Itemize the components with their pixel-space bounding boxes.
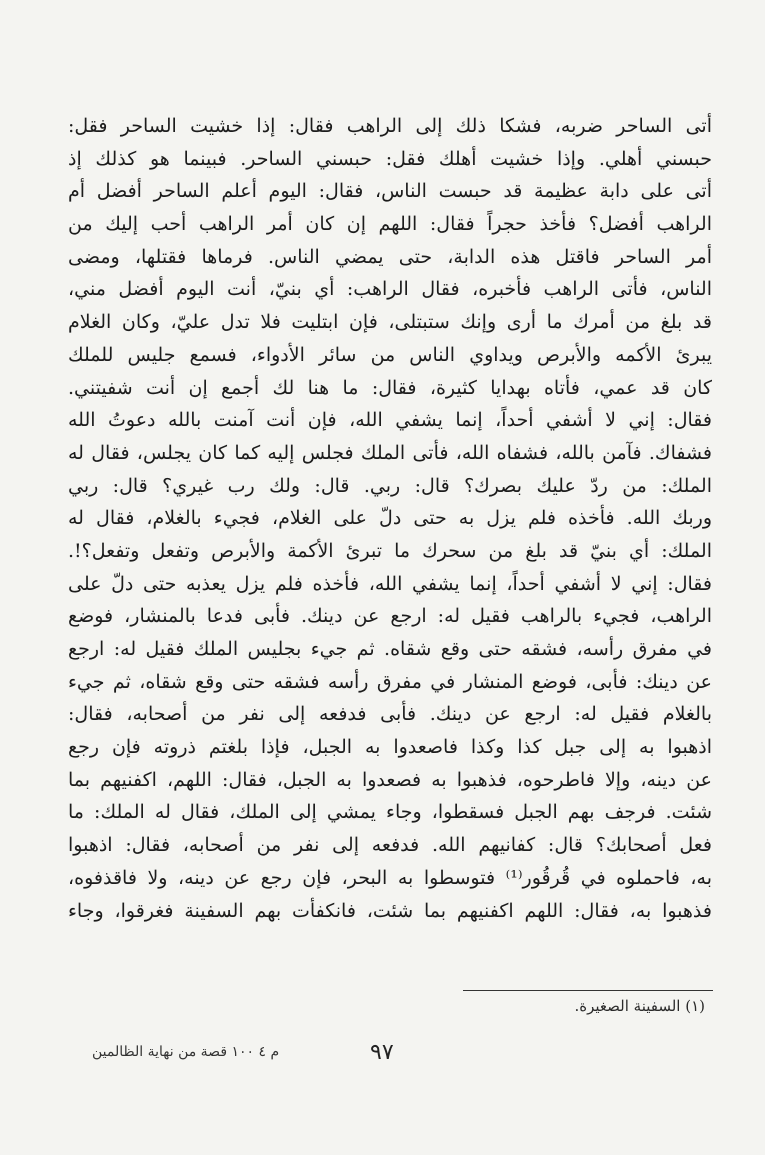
text-line: عن دينك: فأبى، فوضع المنشار في مفرق رأسه فشقه حتى وقع شقاه، ثم جيء [68,670,712,693]
text-line: قد بلغ من أمرك ما أرى وإنك ستبتلى، فإن ابتليت فلا تدل عليّ، وكان الغلام [68,311,712,334]
text-line: فذهبوا به، فقال: اللهم اكفنيهم بما شئت، فانكفأت بهم السفينة فغرقوا، وجاء [68,899,712,922]
page-number: ٩٧ [370,1040,394,1065]
text-line: أتى على دابة عظيمة قد حبست الناس، فقال: اليوم أعلم الساحر أفضل أم [68,180,712,203]
footnote-divider [463,990,713,991]
text-line: شئت. فرجف بهم الجبل فسقطوا، وجاء يمشي إلى الملك، فقال له الملك: ما [68,801,712,824]
text-line: اذهبوا به إلى جبل كذا وكذا فاصعدوا به الجبل، فإذا بلغتم ذروته فإن رجع [68,736,712,759]
text-line: بالغلام فقيل له: ارجع عن دينك. فأبى فدفعه إلى نفر من أصحابه، فقال: [68,703,712,726]
running-footer: م ٤ ١٠٠ قصة من نهاية الظالمين [92,1044,280,1060]
text-line: به، فاحملوه في قُرقُور⁽¹⁾ فتوسطوا به البحر، فإن رجع عن دينه، ولا فاقذفوه، [68,866,712,889]
text-line: أمر الساحر فاقتل هذه الدابة، حتى يمضي الناس. فرماها فقتلها، ومضى [68,245,712,268]
text-line: الملك: أي بنيّ قد بلغ من سحرك ما تبرئ الأكمة والأبرص وتفعل وتفعل؟!. [68,539,712,562]
text-line: فعل أصحابك؟ قال: كفانيهم الله. فدفعه إلى نفر من أصحابه، فقال: اذهبوا [68,834,712,857]
text-line: الراهب أفضل؟ فأخذ حجراً فقال: اللهم إن كان أمر الراهب أحب إليك من [68,213,712,236]
text-line: الملك: من ردّ عليك بصرك؟ قال: ربي. قال: ولك رب غيري؟ قال: ربي [68,474,712,497]
text-line: يبرئ الأكمه والأبرص ويداوي الناس من سائر الأدواء، فسمع جليس للملك [68,343,712,366]
text-line: فقال: إني لا أشفي أحداً، إنما يشفي الله، فأخذه فلم يزل يعذبه حتى دلّ على [68,572,712,595]
text-line: فشفاك. فآمن بالله، فشفاه الله، فأتى الملك فجلس إليه كما كان يجلس، فقال له [68,441,712,464]
text-line: أتى الساحر ضربه، فشكا ذلك إلى الراهب فقال: إذا خشيت الساحر فقل: [68,115,712,137]
text-line: الراهب، فجيء بالراهب فقيل له: ارجع عن دينك. فأبى فدعا بالمنشار، فوضع [68,605,712,628]
text-line: فقال: إني لا أشفي أحداً، إنما يشفي الله، فإن أنت آمنت بالله دعوتُ الله [68,409,712,432]
text-line: كان قد عمي، فأتاه بهدايا كثيرة، فقال: ما هنا لك أجمع إن أنت شفيتني. [68,376,712,399]
footnote: (١) السفينة الصغيرة. [574,997,705,1015]
text-line: الناس، فأتى الراهب فأخبره، فقال الراهب: أي بنيّ، أنت اليوم أفضل مني، [68,278,712,301]
text-line: في مفرق رأسه، فشقه حتى وقع شقاه. ثم جيء بجليس الملك فقيل له: ارجع [68,638,712,660]
text-line: وربك الله. فأخذه فلم يزل به حتى دلّ على الغلام، فجيء بالغلام، فقال له [68,507,712,530]
text-line: عن دينه، وإلا فاطرحوه، فذهبوا به فصعدوا به الجبل، فقال: اللهم، اكفنيهم بما [68,768,712,791]
text-line: حبسني أهلي. وإذا خشيت أهلك فقل: حبسني الساحر. فبينما هو كذلك إذ [68,147,712,170]
body-text [68,110,712,927]
